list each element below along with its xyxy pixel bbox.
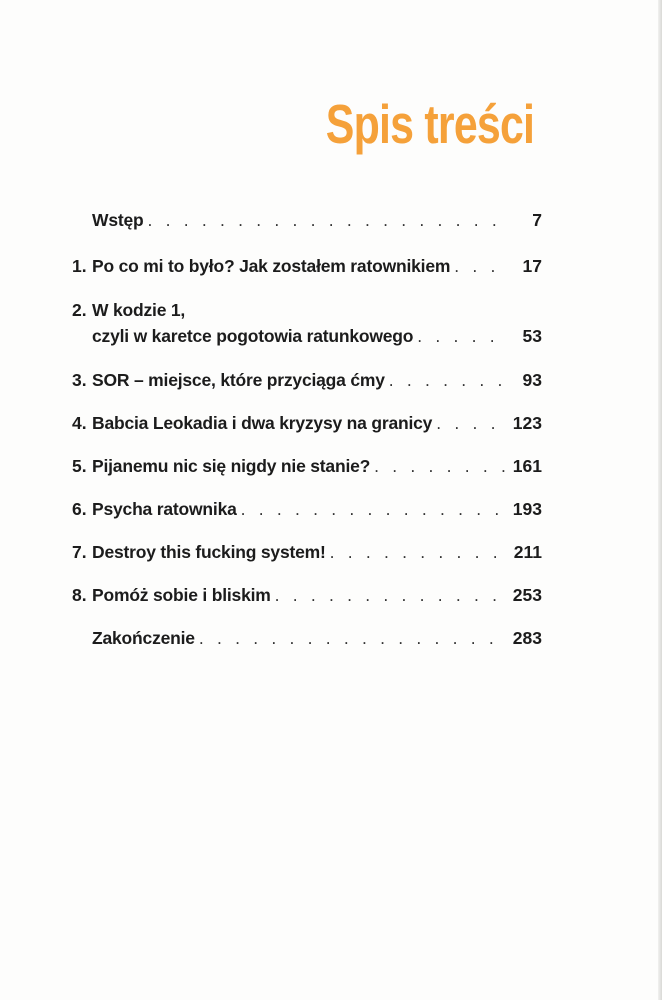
toc-entry-4[interactable] (64, 413, 542, 437)
toc-entry-ending[interactable] (64, 628, 542, 652)
dot-leader (199, 628, 506, 649)
dot-leader (330, 542, 506, 563)
toc-entry-3[interactable] (64, 370, 542, 394)
entry-title: Psycha ratownika (92, 499, 237, 519)
entry-title-continued: czyli w karetce pogotowia ratunkowego (92, 326, 414, 346)
entry-number: 3. (72, 370, 87, 390)
toc-entry-2-line1[interactable] (64, 300, 542, 324)
dot-leader (454, 256, 506, 277)
entry-page: 53 (522, 326, 542, 346)
entry-page: 193 (512, 499, 542, 519)
entry-page: 161 (512, 456, 542, 476)
entry-title: SOR – miejsce, które przyciąga ćmy (92, 370, 385, 390)
toc-entry-8[interactable] (64, 585, 542, 609)
toc-entry-2-line2[interactable] (64, 326, 542, 350)
toc-entry-7[interactable] (64, 542, 542, 566)
entry-title: W kodzie 1, (92, 300, 186, 320)
toc-entry-6[interactable] (64, 499, 542, 523)
entry-page: 17 (522, 256, 542, 276)
entry-page: 123 (512, 413, 542, 433)
entry-title: Wstęp (92, 210, 144, 230)
entry-number: 6. (72, 499, 87, 519)
dot-leader (417, 326, 506, 347)
entry-page: 283 (512, 628, 542, 648)
entry-page: 93 (522, 370, 542, 390)
entry-number: 2. (72, 300, 87, 320)
entry-number: 4. (72, 413, 87, 433)
dot-leader (148, 210, 506, 231)
toc-entry-intro[interactable] (64, 210, 542, 234)
entry-title: Po co mi to było? Jak zostałem ratownikiem (92, 256, 451, 276)
dot-leader (275, 585, 506, 606)
entry-title: Babcia Leokadia i dwa kryzysy na granicy (92, 413, 433, 433)
entry-number: 8. (72, 585, 87, 605)
dot-leader (374, 456, 506, 477)
entry-number: 5. (72, 456, 87, 476)
entry-page: 253 (512, 585, 542, 605)
entry-title: Pomóż sobie i bliskim (92, 585, 271, 605)
toc-entry-5[interactable] (64, 456, 542, 480)
entry-page: 7 (532, 210, 542, 230)
entry-title: Zakończenie (92, 628, 195, 648)
entry-title: Destroy this fucking system! (92, 542, 326, 562)
toc-entry-1[interactable] (64, 256, 542, 280)
entry-page: 211 (513, 542, 542, 562)
dot-leader (241, 499, 506, 520)
entry-number: 1. (72, 256, 87, 276)
entry-title: Pijanemu nic się nigdy nie stanie? (92, 456, 371, 476)
page-title: Spis treści (325, 93, 534, 155)
entry-number: 7. (72, 542, 87, 562)
page-edge (658, 0, 662, 1000)
dot-leader (389, 370, 506, 391)
dot-leader (436, 413, 506, 434)
